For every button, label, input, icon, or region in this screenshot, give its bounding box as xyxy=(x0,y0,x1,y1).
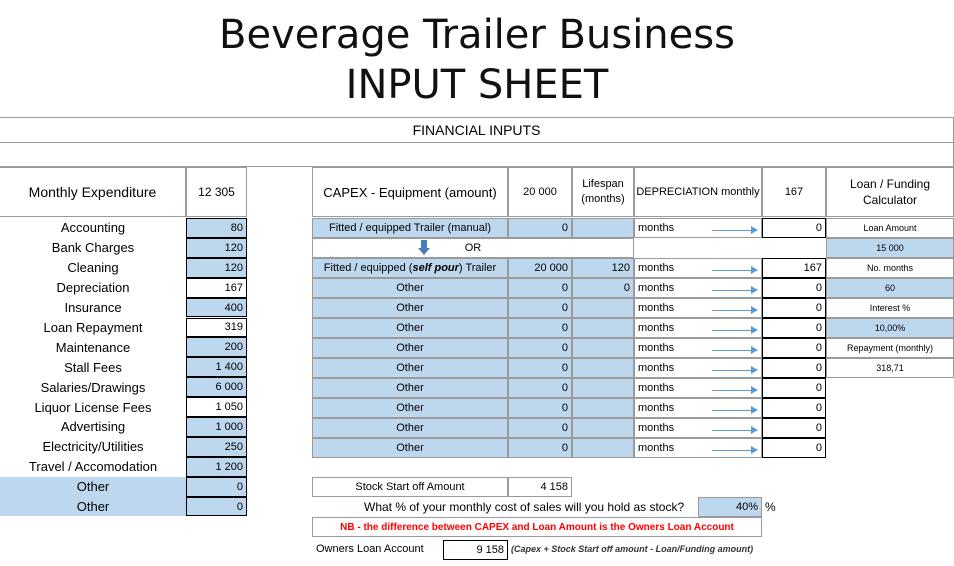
capex-depreciation-value: 0 xyxy=(762,278,826,298)
capex-amount-input[interactable]: 0 xyxy=(508,438,572,458)
loan-calculator-header xyxy=(826,167,954,217)
capex-lifespan-input[interactable] xyxy=(572,298,634,318)
capex-depreciation-value: 0 xyxy=(762,298,826,318)
capex-item-label[interactable]: Fitted / equipped Trailer (manual) xyxy=(312,218,508,238)
expense-label: Electricity/Utilities xyxy=(0,437,186,457)
monthly-expenditure-header: Monthly Expenditure xyxy=(0,167,186,217)
capex-unit-label: months xyxy=(634,378,762,398)
capex-unit-label: months xyxy=(634,398,762,418)
lifespan-header-text: Lifespan (months) xyxy=(581,178,625,205)
capex-item-label[interactable]: Other xyxy=(312,278,508,298)
page-title-line1: Beverage Trailer Business xyxy=(219,12,735,58)
capex-amount-input[interactable]: 20 000 xyxy=(508,258,572,278)
capex-label-post: ) Trailer xyxy=(458,262,497,274)
depreciation-header: DEPRECIATION monthly xyxy=(634,167,762,217)
capex-total: 20 000 xyxy=(508,167,572,217)
expense-value-input[interactable]: 200 xyxy=(186,337,247,357)
expense-label: Accounting xyxy=(0,218,186,238)
owners-loan-value: 9 158 xyxy=(443,540,508,560)
right-arrow-icon xyxy=(712,230,756,231)
stock-percent-input[interactable]: 40% xyxy=(698,497,762,517)
capex-amount-input[interactable]: 0 xyxy=(508,278,572,298)
expense-value-input[interactable]: 319 xyxy=(186,318,247,338)
capex-item-label[interactable]: Other xyxy=(312,338,508,358)
capex-unit-label: months xyxy=(634,258,762,278)
capex-lifespan-input[interactable] xyxy=(572,398,634,418)
expense-value-input[interactable]: 167 xyxy=(186,278,247,298)
capex-lifespan-input[interactable] xyxy=(572,338,634,358)
loan-label: Loan Amount xyxy=(826,218,954,238)
capex-unit-label: months xyxy=(634,438,762,458)
capex-item-label[interactable] xyxy=(312,258,508,278)
capex-amount-input[interactable]: 0 xyxy=(508,398,572,418)
capex-unit-label: months xyxy=(634,298,762,318)
capex-label-pre: Fitted / equipped ( xyxy=(323,262,413,274)
loan-input[interactable]: 60 xyxy=(826,278,954,298)
capex-lifespan-input[interactable] xyxy=(572,318,634,338)
expense-value-input[interactable]: 6 000 xyxy=(186,377,247,397)
capex-depreciation-value: 0 xyxy=(762,378,826,398)
expense-value-input[interactable]: 80 xyxy=(186,218,247,238)
stock-start-value: 4 158 xyxy=(508,477,572,497)
expense-value-input[interactable]: 120 xyxy=(186,238,247,258)
capex-lifespan-input[interactable]: 0 xyxy=(572,278,634,298)
capex-unit-label: months xyxy=(634,358,762,378)
expense-label: Travel / Accomodation xyxy=(0,457,186,477)
right-arrow-icon xyxy=(712,430,756,431)
capex-lifespan-input[interactable] xyxy=(572,218,634,238)
or-divider: OR xyxy=(312,238,634,258)
right-arrow-icon xyxy=(712,450,756,451)
expense-label: Loan Repayment xyxy=(0,318,186,338)
capex-unit-label: months xyxy=(634,418,762,438)
owners-loan-note: (Capex + Stock Start off amount - Loan/Funding amount) xyxy=(511,544,754,554)
capex-item-label[interactable]: Other xyxy=(312,358,508,378)
capex-amount-input[interactable]: 0 xyxy=(508,218,572,238)
nb-note: NB - the difference between CAPEX and Loan Amount is the Owners Loan Account xyxy=(312,517,762,537)
expense-value-input[interactable]: 400 xyxy=(186,298,247,318)
expense-value-input[interactable]: 1 200 xyxy=(186,457,247,477)
capex-item-label[interactable]: Other xyxy=(312,298,508,318)
capex-unit-label: months xyxy=(634,338,762,358)
financial-inputs-header: FINANCIAL INPUTS xyxy=(0,117,954,143)
loan-label: 318,71 xyxy=(826,358,954,378)
right-arrow-icon xyxy=(712,370,756,371)
capex-depreciation-value: 0 xyxy=(762,338,826,358)
owners-loan-label: Owners Loan Account xyxy=(316,543,424,555)
expense-value-input[interactable]: 1 050 xyxy=(186,397,247,417)
capex-amount-input[interactable]: 0 xyxy=(508,358,572,378)
right-arrow-icon xyxy=(712,410,756,411)
capex-lifespan-input[interactable] xyxy=(572,378,634,398)
capex-item-label[interactable]: Other xyxy=(312,398,508,418)
capex-amount-input[interactable]: 0 xyxy=(508,378,572,398)
right-arrow-icon xyxy=(712,350,756,351)
expense-value-input[interactable]: 1 400 xyxy=(186,357,247,377)
capex-item-label[interactable]: Other xyxy=(312,378,508,398)
capex-lifespan-input[interactable] xyxy=(572,438,634,458)
capex-lifespan-input[interactable]: 120 xyxy=(572,258,634,278)
loan-calculator-header-text: Loan / Funding Calculator xyxy=(849,177,931,207)
page-title-line2: INPUT SHEET xyxy=(345,62,609,108)
capex-depreciation-value: 0 xyxy=(762,418,826,438)
capex-unit-label: months xyxy=(634,218,762,238)
capex-item-label[interactable]: Other xyxy=(312,418,508,438)
expense-label: Advertising xyxy=(0,417,186,437)
capex-amount-input[interactable]: 0 xyxy=(508,418,572,438)
capex-unit-label: months xyxy=(634,318,762,338)
expense-label: Bank Charges xyxy=(0,238,186,258)
depreciation-total: 167 xyxy=(762,167,826,217)
capex-amount-input[interactable]: 0 xyxy=(508,338,572,358)
spacer-row xyxy=(0,143,954,167)
expense-label: Maintenance xyxy=(0,337,186,357)
capex-item-label[interactable]: Other xyxy=(312,318,508,338)
capex-depreciation-value: 167 xyxy=(762,258,826,278)
expense-label: Salaries/Drawings xyxy=(0,377,186,397)
expense-label: Cleaning xyxy=(0,258,186,278)
expense-label: Depreciation xyxy=(0,278,186,298)
right-arrow-icon xyxy=(712,390,756,391)
expense-label: Other xyxy=(0,477,186,497)
capex-depreciation-value: 0 xyxy=(762,218,826,238)
expense-label: Stall Fees xyxy=(0,357,186,377)
lifespan-header xyxy=(572,167,634,217)
expense-label: Insurance xyxy=(0,298,186,318)
down-arrow-icon xyxy=(418,240,430,256)
expense-value-input[interactable]: 1 000 xyxy=(186,417,247,437)
loan-label: No. months xyxy=(826,258,954,278)
loan-label: Repayment (monthly) xyxy=(826,338,954,358)
expense-value-input[interactable]: 250 xyxy=(186,437,247,457)
loan-input[interactable]: 10,00% xyxy=(826,318,954,338)
right-arrow-icon xyxy=(712,310,756,311)
right-arrow-icon xyxy=(712,290,756,291)
capex-item-label[interactable]: Other xyxy=(312,438,508,458)
loan-input[interactable]: 15 000 xyxy=(826,238,954,258)
expense-value-input[interactable]: 120 xyxy=(186,258,247,278)
expense-label: Other xyxy=(0,497,186,517)
stock-start-label: Stock Start off Amount xyxy=(312,477,508,497)
capex-depreciation-value: 0 xyxy=(762,318,826,338)
capex-depreciation-value: 0 xyxy=(762,398,826,418)
stock-question: What % of your monthly cost of sales will you hold as stock? xyxy=(364,500,685,514)
capex-lifespan-input[interactable] xyxy=(572,358,634,378)
capex-amount-input[interactable]: 0 xyxy=(508,298,572,318)
expense-label: Liquor License Fees xyxy=(0,397,186,417)
percent-sign: % xyxy=(765,500,776,514)
expense-value-input[interactable]: 0 xyxy=(186,497,247,517)
capex-unit-label: months xyxy=(634,278,762,298)
right-arrow-icon xyxy=(712,330,756,331)
expense-value-input[interactable]: 0 xyxy=(186,477,247,497)
capex-header: CAPEX - Equipment (amount) xyxy=(312,167,508,217)
loan-label: Interest % xyxy=(826,298,954,318)
monthly-expenditure-total: 12 305 xyxy=(186,167,247,217)
capex-depreciation-value: 0 xyxy=(762,358,826,378)
capex-depreciation-value: 0 xyxy=(762,438,826,458)
capex-label-em: self pour xyxy=(412,262,459,274)
right-arrow-icon xyxy=(712,270,756,271)
capex-amount-input[interactable]: 0 xyxy=(508,318,572,338)
capex-lifespan-input[interactable] xyxy=(572,418,634,438)
